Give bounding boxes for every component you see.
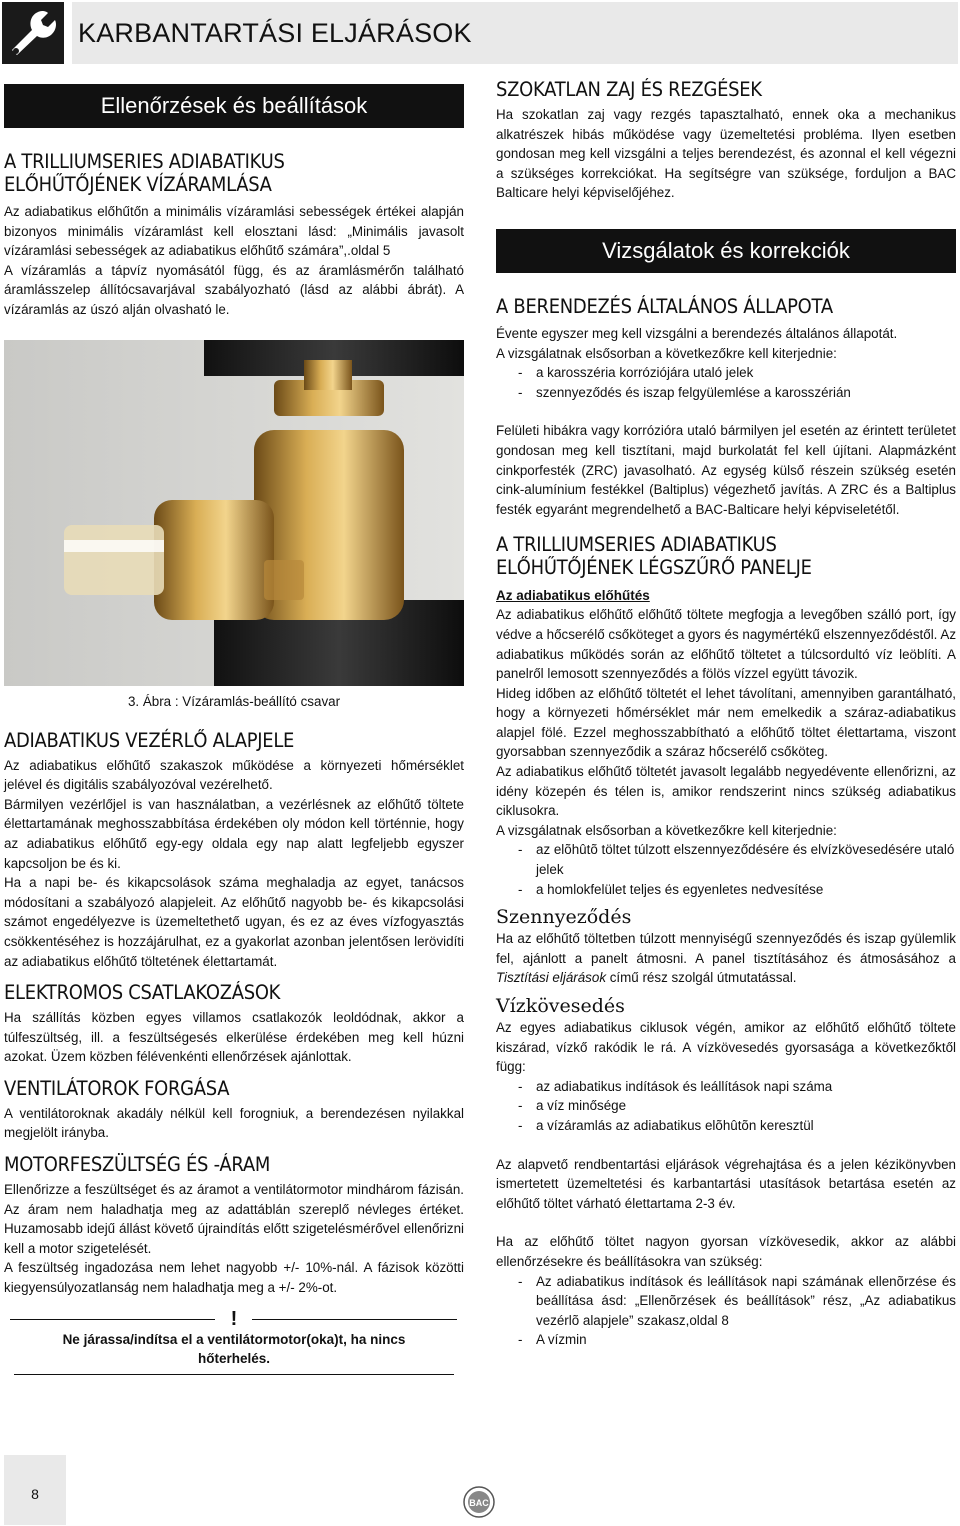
- section-title-scaling: Vízkövesedés: [496, 995, 625, 1017]
- filter-paragraph-1: Az adiabatikus előhűtő előhűtő töltete megfogja a levegőben szálló port, így védve a hőcserélő csőköteget a gyors és nagymértékű elszennyeződéstől. Az adiabatikus működés során az előhűtő töltetet a túlcsordultó víz leöblíti. A panelről lemosott szennyeződés a fölös vízzel együtt távozik.: [496, 607, 957, 682]
- list-item: - A vízmin: [496, 1330, 956, 1350]
- section-title-noise: SZOKATLAN ZAJ ÉS REZGÉSEK: [496, 78, 762, 101]
- section-title-general-condition: A BERENDEZÉS ÁLTALÁNOS ÁLLAPOTA: [496, 294, 833, 318]
- section-title-control-setpoint: ADIABATIKUS VEZÉRLŐ ALAPJELE: [4, 728, 295, 752]
- subheading-adiabatic-precooling: Az adiabatikus előhűtés: [496, 588, 650, 604]
- waterflow-paragraph-2: A vízáramlás a tápvíz nyomásától függ, és az áramlásmérőn található áramlásszelep állítócsavarjával szabályozható (lásd az alábbi ábrát). A vízáramlás az úszó alján olvasható le.: [4, 262, 464, 317]
- filter-paragraph-4: A vizsgálatnak elsősorban a következőkre kell kiterjednie:: [496, 822, 837, 838]
- list-item: - az elõhûtõ töltet túlzott elszennyeződésére és elvízkövesedésére utaló jelek: [496, 840, 956, 879]
- page-header-title: KARBANTARTÁSI ELJÁRÁSOK: [72, 2, 958, 64]
- control-paragraph-2: Bármilyen vezérlőjel is van használatban, a vezérlésnek az előhűtő töltete élettartamának meghosszabbítása érdekében oly módon kell történnie, hogy az adiabatikus előhűtő egy-egy oldala egy nap alatt legfeljebb egyszer kapcsoljon be és ki.: [4, 796, 464, 871]
- section-title-motor: MOTORFESZÜLTSÉG ÉS -ÁRAM: [4, 1153, 271, 1177]
- cleaning-procedures-reference: Tisztítási eljárások: [496, 970, 607, 986]
- list-item: - a homlokfelület teljes és egyenletes nedvesítése: [496, 880, 956, 900]
- fan-paragraph: A ventilátoroknak akadály nélkül kell forogniuk, a berendezésen nyilakkal megjelölt irányba.: [4, 1105, 464, 1141]
- brand-logo-wrench-icon: [2, 2, 64, 64]
- noise-paragraph: Ha szokatlan zaj vagy rezgés tapasztalható, ennek oka a mechanikus alkatrészek hibás működése vagy üzemeltetési probléma. Ilyen esetben gondosan meg kell vizsgálni a teljes berendezést, és azonnal el kell végezni a szükséges korrekciókat. Ha segítségre van szüksége, forduljon a BAC Balticare helyi képviselőjéhez.: [496, 107, 956, 201]
- scaling-paragraph-2: Az alapvető rendbentartási eljárások végrehajtása és a jelen kézikönyvben ismertetett üzemeltetési és karbantartási utasítások betartása esetén az előhűtő töltet várható élettartama 2-3 év.: [496, 1156, 956, 1211]
- warning-box: [4, 1308, 464, 1375]
- motor-paragraph-2: A feszültség ingadozása nem lehet nagyobb +/- 10%-nál. A fázisok közötti kiegyensúlyozatlanság nem haladhatja meg a +/- 2%-ot.: [4, 1260, 464, 1296]
- valve-photo: [4, 340, 464, 686]
- list-item: - szennyeződés és iszap felgyülemlése a karosszérián: [496, 383, 956, 403]
- bac-logo-text: BAC: [469, 1498, 489, 1508]
- warning-text: Ne járassa/indítsa el a ventilátormotor(oka)t, ha nincs hőterhelés.: [62, 1331, 406, 1366]
- list-item: - Az adiabatikus indítások és leállítások napi számának ellenõrzése és beállítása ásd: „Ellenõrzések és beállítások” rész, „Az adiabatikus vezérlõ alapjele” szakasz,oldal 8: [496, 1272, 956, 1331]
- figure-caption: 3. Ábra : Vízáramlás-beállító csavar: [127, 693, 341, 709]
- condition-list: [496, 363, 956, 402]
- motor-paragraph-1: Ellenőrizze a feszültséget és az áramot a ventilátormotor mindhárom fázisán. Az áram nem haladhatja meg az adattáblán szereplő névleges értéket. Huzamosabb idejű állást követő újraindítás előtt szigetelésmérővel ellenőrizni kell a motor szigetelését.: [4, 1182, 464, 1256]
- section-banner-inspections: Vizsgálatok és korrekciók: [496, 229, 956, 273]
- list-item: - a karosszéria korróziójára utaló jelek: [496, 363, 956, 383]
- waterflow-paragraph-1: Az adiabatikus előhűtőn a minimális vízáramlási sebességek értékei alapján bizonyos minimális vízáramlást kell elosztani lásd: „Minimális javasolt vízáramlási sebességek az adiabatikus előhűtő számára”,.oldal 5: [4, 204, 464, 259]
- condition-paragraph-3: Felületi hibákra vagy korrózióra utaló bármilyen jel esetén az érintett területet gondosan meg kell tisztítani, majd burkolatát fel kell újítani. Alapmázként cinkporfesték (ZRC) javasolható. Az egység külső részein szükség esetén cink-alumínium festékkel (Baltiplus) végezhető javítás. A ZRC és a Baltiplus festék egyaránt megrendelhető a BAC-Balticare helyi képviseletétől.: [496, 423, 956, 517]
- section-title-waterflow-line2: ELŐHŰTŐJÉNEK VÍZÁRAMLÁSA: [4, 173, 272, 196]
- control-paragraph-1: Az adiabatikus előhűtő szakaszok működése a környezeti hőmérséklet jelével és digitális szabályozóval vezérelhető.: [4, 757, 464, 793]
- list-item: - az adiabatikus indítások és leállítások napi száma: [496, 1077, 956, 1097]
- electrical-paragraph: Ha szállítás közben egyes villamos csatlakozók leoldódnak, akkor a túlfeszültség, ill. a feszültségesés elkerülése érdekében meg kell húzni azokat. Üzem közben félévenkénti ellenőrzések ajánlottak.: [4, 1010, 464, 1065]
- left-column: [4, 84, 464, 1375]
- section-title-contamination: Szennyeződés: [496, 906, 632, 929]
- page-number: 8: [4, 1455, 66, 1525]
- contamination-paragraph: Ha az előhűtő töltetben túlzott mennyiségű szennyeződés és iszap gyülemlik fel, ajánlott a panelt átmosni. A panel tisztításához és átmosásához a Tisztítási eljárások című rész szolgál útmutatással.: [496, 931, 956, 986]
- section-title-electrical: ELEKTROMOS CSATLAKOZÁSOK: [4, 981, 281, 1005]
- section-title-fan-rotation: VENTILÁTOROK FORGÁSA: [4, 1076, 230, 1100]
- bac-logo-icon: [463, 1486, 495, 1518]
- filter-paragraph-2: Hideg időben az előhűtő töltetét el lehet távolítani, amennyiben garantálható, hogy a környezeti hőmérséklet már nem emelkedik a száraz-adiabatikus alapjel fölé. Ezzel meghosszabbítható a előhűtő töltet élettartama, viszont gyorsabban szennyeződik a száraz hőcserélő csőköteg.: [496, 685, 956, 760]
- scaling-list: [496, 1077, 956, 1136]
- list-item: - a víz minősége: [496, 1096, 956, 1116]
- scaling-paragraph-1: Az egyes adiabatikus ciklusok végén, amikor az előhűtő előhűtő töltete kiszárad, vízkő rakódik le rá. A vízkövesedés gyorsasága a következőktől függ:: [496, 1020, 956, 1075]
- filter-list: [496, 840, 956, 899]
- section-banner-checks: Ellenőrzések és beállítások: [4, 84, 464, 128]
- scaling-checks-list: [496, 1272, 956, 1350]
- scaling-paragraph-3: Ha az előhűtő töltet nagyon gyorsan vízkövesedik, akkor az alábbi ellenőrzésekre és beállításokra van szükség:: [496, 1234, 956, 1269]
- condition-paragraph-1: Évente egyszer meg kell vizsgálni a berendezés általános állapotát.: [496, 325, 898, 341]
- warning-exclamation-icon: !: [230, 1307, 238, 1330]
- control-paragraph-3: Ha a napi be- és kikapcsolások száma meghaladja az egyet, tanácsos módosítani a szabályozó alapjeleit. Az előhűtő nagyobb be- és kikapcsolási számot engedélyezve is üzemeltethető ugyan, és ez az éves vízfogyasztás csökkentéséhez is hozzájárulhat, ez a gyakorlat azonban jelentősen lerövidíti az adiabatikus előhűtő töltetének élettartamát.: [4, 875, 464, 969]
- right-column: [496, 78, 956, 1350]
- section-title-air-filter: A TRILLIUMSERIES ADIABATIKUS: [496, 533, 777, 557]
- section-title-waterflow: A TRILLIUMSERIES ADIABATIKUS: [4, 150, 285, 173]
- filter-paragraph-3: Az adiabatikus előhűtő töltetét javasolt legalább negyedévente ellenőrizni, az idény közepén és télen is, amikor rendszerint nincs szükség adiabatikus ciklusokra.: [496, 764, 956, 819]
- condition-paragraph-2: A vizsgálatnak elsősorban a következőkre kell kiterjednie:: [496, 345, 837, 361]
- list-item: - a vízáramlás az adiabatikus elõhûtõn keresztül: [496, 1116, 956, 1136]
- section-title-air-filter-line2: ELŐHŰTŐJÉNEK LÉGSZŰRŐ PANELJE: [496, 556, 812, 580]
